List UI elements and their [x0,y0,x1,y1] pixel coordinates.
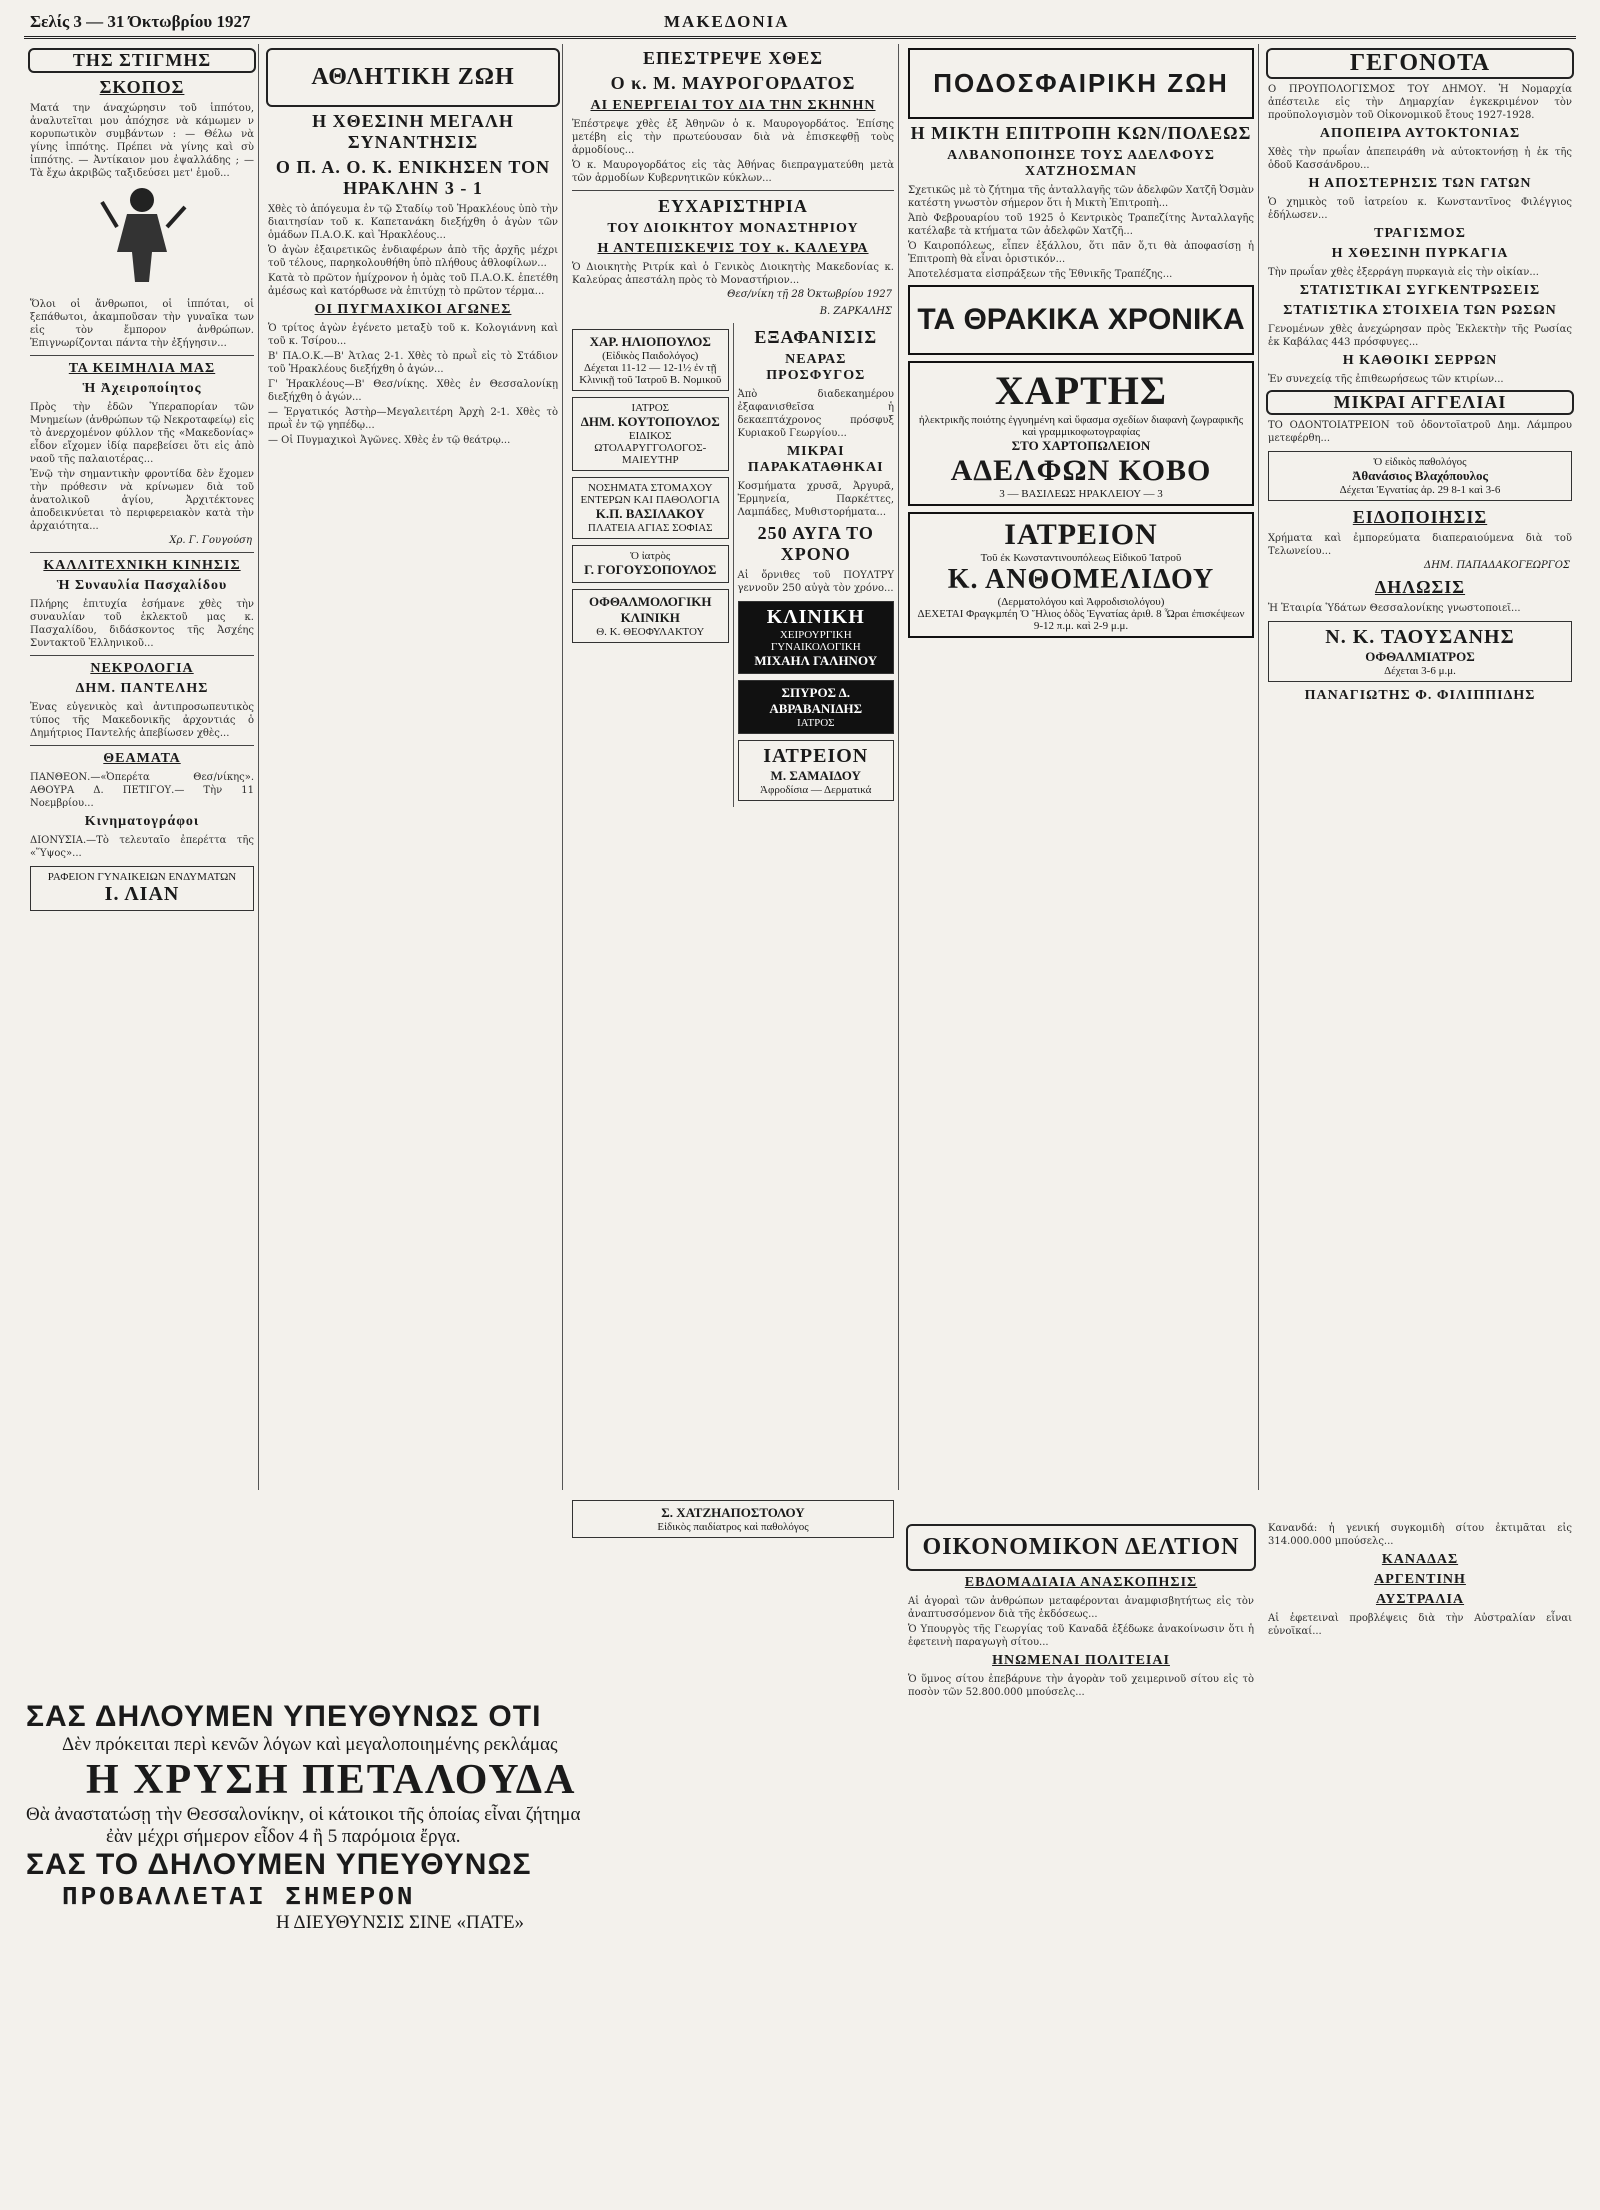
apopeira-text: Χθὲς τὴν πρωΐαν ἀπεπειράθη νὰ αὐτοκτονήσῃ ἡ ἐκ τῆς ὁδοῦ Κασσάνδρου... [1268,147,1572,171]
energeiai-subheading: ΑΙ ΕΝΕΡΓΕΙΑΙ ΤΟΥ ΔΙΑ ΤΗΝ ΣΚΗΝΗΝ [590,98,876,113]
serron-heading: Η ΚΑΘΟΙΚΙ ΣΕΡΡΩΝ [1342,353,1498,368]
gegonota-box: ΓΕΓΟΝΟΤΑ [1266,48,1574,79]
kinimatografoi-text: ΔΙΟΝΥΣΙΑ.—Τὸ τελευταῖο ἐπερέττα τῆς «Ὕψος»... [30,835,254,859]
chartis-title: ΧΑΡΤΗΣ [994,368,1168,413]
parakatathikai-text: Κοσμήματα χρυσᾶ, Ἀργυρᾶ, Ἐρμηνεία, Παρκέττες, Λαμπάδες, Μυθιστορήματα... [737,481,894,518]
afstralia-text: Αἱ ἐφετειναὶ προβλέψεις διὰ τὴν Αὐστραλίαν εἶναι εὐνοϊκαί... [1268,1613,1572,1637]
eyxaristiria-signature: Β. ΖΑΡΚΑΛΗΣ [819,306,892,317]
pyrkagia-text: Τὴν πρωΐαν χθὲς ἐξερράγη πυρκαγιὰ εἰς τὴν οἰκίαν... [1268,267,1539,278]
koutopoulos-ad [572,397,729,471]
cinema-ad [26,1700,636,2160]
heliopoulos-hours: Δέχεται 11-12 — 12-1½ ἐν τῇ Κλινικῇ τοῦ Ἰατροῦ Β. Νομικοῦ [579,362,722,386]
samaidou-ad [738,740,895,801]
pygmaxikoi-heading: ΟΙ ΠΥΓΜΑΧΙΚΟΙ ΑΓΩΝΕΣ [314,302,512,317]
galinou-clinic-title: ΚΛΙΝΙΚΗ [766,606,865,628]
anthomelidou-title: ΙΑΤΡΕΙΟΝ [1004,518,1158,551]
keimilia-subheading: Ἡ Ἀχειροποίητος [82,381,202,396]
match-text-7: — Οἱ Πυγμαχικοὶ Ἀγῶνες. Χθὲς ἐν τῷ θεάτρῳ... [268,435,511,446]
inomenai-politeiai-text: Ὁ ὕμνος σίτου ἐπεβάρυνε τὴν ἀγορὰν τοῦ χειμερινοῦ σίτου εἰς τὸ ποσὸν τῶν 52.800.000 μπούσελς... [908,1674,1254,1698]
apopeira-heading: ΑΠΟΠΕΙΡΑ ΑΥΤΟΚΤΟΝΙΑΣ [1319,126,1521,141]
vlachopoulos-hours: Δέχεται Ἐγνατίας ἀρ. 29 8-1 καὶ 3-6 [1339,484,1501,496]
cinema-ad-line-6: ΣΑΣ ΤΟ ΔΗΛΟΥΜΕΝ ΥΠΕΥΘΥΝΩΣ [26,1848,532,1881]
kanadas-summary-text: Κανανδά: ἡ γενική συγκομιδὴ σίτου ἐκτιμᾶται εἰς 314.000.000 μπούσελς... [1268,1523,1572,1547]
chartis-shop-name: ΑΔΕΛΦΩΝ ΚΟΒΟ [950,454,1212,487]
mikti-text-2: Ἀπὸ Φεβρουαρίου τοῦ 1925 ὁ Κεντρικὸς Τραπεζίτης Ἀνταλλαγῆς κατέλαβε τὰ κτήματα τῶν ἀδελφῶν Χατζῆ... [908,213,1254,237]
mikti-text-3: Ὁ Καιροπόλεως, εἶπεν ἐξάλλου, ὅτι πᾶν ὅ,τι θὰ ἀποφασίσῃ ἡ Ἐπιτροπὴ θὰ εἶναι ὁριστικόν... [908,241,1254,265]
avravanidis-ad [738,680,895,734]
match-text-5: Γ' Ἡρακλέους—Β' Θεσ/νίκης. Χθὲς ἐν Θεσσαλονίκῃ διεξήχθη ὁ ἀγών... [268,379,558,403]
boxing-text: Ὁ τρίτος ἀγὼν ἐγένετο μεταξὺ τοῦ κ. Κολογιάννη καὶ τοῦ κ. Τσίρου... [268,323,558,347]
avravanidis-name: ΣΠΥΡΟΣ Δ. ΑΒΡΑΒΑΝΙΔΗΣ [769,685,863,716]
kinimatografoi-heading: Κινηματογράφοι [84,814,200,829]
paper-title: ΜΑΚΕΔΟΝΙΑ [664,12,790,31]
koutopoulos-name: ΔΗΜ. ΚΟΥΤΟΠΟΥΛΟΣ [580,414,720,429]
vlachopoulos-ad [1268,451,1572,501]
vasilakou-specialty: ΝΟΣΗΜΑΤΑ ΣΤΟΜΑΧΟΥ ΕΝΤΕΡΩΝ ΚΑΙ ΠΑΘΟΛΟΓΙΑ [580,482,721,506]
column-2 [264,44,563,1490]
chatziapostolou-ad [572,1500,894,1538]
cinema-ad-line-7: ΠΡΟΒΑΛΛΕΤΑΙ ΣΗΜΕΡΟΝ [62,1882,416,1912]
mikti-text-4: Ἀποτελέσματα εἰσπράξεων τῆς Ἐθνικῆς Τραπέζης... [908,269,1173,280]
synantisis-heading: Η ΧΘΕΣΙΝΗ ΜΕΓΑΛΗ ΣΥΝΑΝΤΗΣΙΣ [312,111,514,152]
dioikitou-heading: ΤΟΥ ΔΙΟΙΚΗΤΟΥ ΜΟΝΑΣΤΗΡΙΟΥ [607,221,859,236]
nekrologia-subheading: ΔΗΜ. ΠΑΝΤΕΛΗΣ [75,681,209,696]
galinou-clinic-name: ΜΙΧΑΗΛ ΓΑΛΗΝΟΥ [754,653,878,668]
samaidou-title: ΙΑΤΡΕΙΟΝ [763,745,869,767]
anthomelidou-name: Κ. ΑΝΘΟΜΕΛΙΔΟΥ [947,564,1215,595]
kallitexniki-text: Πλήρης ἐπιτυχία ἐσήμανε χθὲς τὴν συναυλίαν τοῦ ἐκλεκτοῦ μας κ. Πασχαλίδου, διδάσκοντος τῆς Ἀσχέης Συντακτοῦ Ἑλληνικοῦ... [30,599,254,649]
eyxaristiria-date: Θεσ/νίκη τῇ 28 Ὀκτωβρίου 1927 [727,289,892,300]
keimilia-signature: Χρ. Γ. Γουγούση [169,535,252,546]
eidopoiisis-signature: ΔΗΜ. ΠΑΠΑΔΑΚΟΓΕΩΡΓΟΣ [1423,560,1570,571]
dilosis-text: Ἡ Ἑταιρία Ὑδάτων Θεσσαλονίκης γνωστοποιεῖ... [1268,603,1521,614]
samaidou-specialty: Ἀφροδίσια — Δερματικά [760,784,872,796]
kallitexniki-heading: ΚΑΛΛΙΤΕΧΝΙΚΗ ΚΙΝΗΣΙΣ [43,558,241,573]
afstralia-heading: ΑΥΣΤΡΑΛΙΑ [1375,1592,1465,1607]
inomenai-politeiai-heading: ΗΝΩΜΕΝΑΙ ΠΟΛΙΤΕΙΑΙ [992,1653,1170,1668]
rafeion-ad-name: Ι. ΛΙΑΝ [104,883,180,905]
chatziapostolou-specialty: Εἰδικὸς παιδίατρος καὶ παθολόγος [657,1521,809,1533]
gogousopoulos-label: Ὁ ἰατρὸς [630,550,671,562]
statistikai-heading: ΣΤΑΤΙΣΤΙΚΑΙ ΣΥΓΚΕΝΤΡΩΣΕΙΣ [1299,283,1541,298]
gogousopoulos-name: Γ. ΓΟΓΟΥΣΟΠΟΥΛΟΣ [584,562,717,577]
kanadas-heading: ΚΑΝΑΔΑΣ [1381,1552,1459,1567]
lower-column-3 [568,1494,898,2184]
eyxaristiria-text: Ὁ Διοικητὴς Ριτρίκ καὶ ὁ Γενικὸς Διοικητὴς Μακεδονίας κ. Καλεύρας ἀπεστάλη πρὸς τὸ Μοναστήριον... [572,262,894,286]
keimilia-text-1: Πρὸς τὴν ἐδῶν Ὑπεραπορίαν τῶν Μνημείων (ἀνθρώπων τῷ Νεκροταφείῳ) εἰς τὸ ἀνερχομένον φύλλον τῆς «Μακεδονίας» εἶδον εἴχομεν ἰδίᾳ παρεβείσει ὅτι εἰς ἀπὸ ναοῦ τῆς παλαιοτέρας... [30,402,254,465]
skopos-text-2: Ὅλοι οἱ ἄνθρωποι, οἱ ἱππόται, οἱ ξεπάθωτοι, ἀκαμποῦσαν τὴν γυναῖκα των εἰς τὸν ἔμπορον ἀνθρώπων. Ἐπιγνωρίζονται πάντα τὴν ἐξήγησιν... [30,299,254,349]
paok-heading: Ο Π. Α. Ο. Κ. ΕΝΙΚΗΣΕΝ ΤΟΝ ΗΡΑΚΛΗΝ 3 - 1 [275,157,551,198]
column-4 [904,44,1259,1490]
eidopoiisis-text: Χρήματα καὶ ἐμπορεύματα διαπεραιούμενα διὰ τοῦ Τελωνείου... [1268,533,1572,557]
kallitexniki-subheading: Ἡ Συναυλία Πασχαλίδου [56,578,228,593]
match-text-6: — Ἐργατικός Ἀστὴρ—Μεγαλειτέρη Ἀρχὴ 2-1. Χθὲς τὸ πρωῒ ἐν τῷ γηπέδῳ... [268,407,558,431]
match-text-1: Χθὲς τὸ ἀπόγευμα ἐν τῷ Σταδίῳ τοῦ Ἡρακλέους ὑπὸ τὴν διαιτησίαν τοῦ κ. Καπετανάκη διεξήχθη ὁ ἀγὼν τῶν ὁμάδων Π.Α.Ο.Κ. καὶ Ἡρακλέους... [268,204,558,241]
column-5 [1264,44,1576,1490]
column-1 [26,44,259,1490]
galinou-clinic-ad [738,601,895,674]
chartis-address: 3 — ΒΑΣΙΛΕΩΣ ΗΡΑΚΛΕΙΟΥ — 3 [999,488,1163,500]
cinema-ad-line-4: Θὰ ἀναστατώσῃ τὴν Θεσσαλονίκην, οἱ κάτοικοι τῆς ὁποίας εἶναι ζήτημα [26,1804,581,1825]
cinema-ad-line-1: ΣΑΣ ΔΗΛΟΥΜΕΝ ΥΠΕΥΘΥΝΩΣ ΟΤΙ [26,1700,542,1733]
theofylaktou-title: ΟΦΘΑΛΜΟΛΟΓΙΚΗ [589,594,712,609]
roson-heading: ΣΤΑΤΙΣΤΙΚΑ ΣΤΟΙΧΕΙΑ ΤΩΝ ΡΩΣΩΝ [1283,303,1557,318]
taousanis-specialty: ΟΦΘΑΛΜΙΑΤΡΟΣ [1365,649,1475,664]
theofylaktou-title-2: ΚΛΙΝΙΚΗ [620,610,680,625]
match-text-4: Β' ΠΑ.Ο.Κ.—Β' Ἀτλας 2-1. Χθὲς τὸ πρωῒ εἰς τὸ Στάδιον τοῦ Ἡρακλέους διεξήχθη ὁ ἀγών... [268,351,558,375]
epestrepse-text-1: Ἐπέστρεψε χθὲς ἐξ Ἀθηνῶν ὁ κ. Μαυρογορδάτος. Ἐπίσης μετέβη εἰς τὴν πρωτεύουσαν διὰ νὰ ἐπισκεφθῇ τοὺς ἁρμοδίους... [572,119,894,156]
vlachopoulos-name: Ἀθανάσιος Βλαχόπουλος [1351,468,1488,483]
figure-illustration [97,182,187,292]
mavrogordatos-heading: Ο κ. Μ. ΜΑΥΡΟΓΟΡΔΑΤΟΣ [610,73,856,93]
pyrkagia-heading: Η ΧΘΕΣΙΝΗ ΠΥΡΚΑΓΙΑ [1331,246,1509,261]
parakatathikai-heading: ΜΙΚΡΑΙ ΠΑΡΑΚΑΤΑΘΗΚΑΙ [747,444,884,475]
vlachopoulos-label: Ὁ εἰδικὸς παθολόγος [1373,456,1467,468]
cinema-ad-film-title: Η ΧΡΥΣΗ ΠΕΤΑΛΟΥΔΑ [86,1757,577,1803]
match-text-2: Ὁ ἀγὼν ἐξαιρετικῶς ἐνδιαφέρων ἀπὸ τῆς ἀρχῆς μέχρι τοῦ τέλους, παρηκολουθήθη ὑπὸ πλήθους ἀθλοφίλων... [268,245,558,269]
theamata-text: ΠΑΝΘΕΟΝ.—«Ὀπερέτα Θεσ/νίκης». ΑΘΟΥΡΑ Δ. ΠΕΤΙΓΟΥ.— Τὴν 11 Νοεμβρίου... [30,772,254,809]
rafeion-ad-title: ΡΑΦΕΙΟΝ ΓΥΝΑΙΚΕΙΩΝ ΕΝΔΥΜΑΤΩΝ [47,871,237,883]
odontoiatreion-text: ΤΟ ΟΔΟΝΤΟΙΑΤΡΕΙΟΝ τοῦ ὀδοντοϊατροῦ Δημ. Λάμπρου μετεφέρθη... [1268,420,1572,444]
athlitiki-zoi-box: ΑΘΛΗΤΙΚΗ ΖΩΗ [266,48,560,107]
cinema-ad-line-8: Η ΔΙΕΥΘΥΝΣΙΣ ΣΙΝΕ «ΠΑΤΕ» [276,1912,525,1933]
nekrologia-text: Ἐνας εὐγενικὸς καὶ ἀντιπροσωπευτικὸς τύπος τῆς Μακεδονικῆς ἀρχοντιάς ὁ Δημήτριος Παντελής ἀπεβίωσεν χθὲς... [30,702,254,739]
chartis-ad [908,361,1254,506]
argentini-heading: ΑΡΓΕΝΤΙΝΗ [1374,1572,1466,1587]
chartis-shop-label: ΣΤΟ ΧΑΡΤΟΠΩΛΕΙΟΝ [1011,438,1151,453]
gogousopoulos-ad [572,545,729,583]
taousanis-name: Ν. Κ. ΤΑΟΥΣΑΝΗΣ [1325,626,1515,648]
mikti-epitropi-heading: Η ΜΙΚΤΗ ΕΠΙΤΡΟΠΗ ΚΩΝ/ΠΟΛΕΩΣ [910,123,1252,143]
heliopoulos-specialty: (Εἰδικὸς Παιδολόγος) [602,350,699,362]
dilosis-heading: ΔΗΛΩΣΙΣ [1374,577,1466,597]
lower-column-5 [1264,1520,1576,2210]
thrakika-xronika-ad: ΤΑ ΘΡΑΚΙΚΑ ΧΡΟΝΙΚΑ [908,285,1254,355]
eidopoiisis-heading: ΕΙΔΟΠΟΙΗΣΙΣ [1352,507,1488,527]
cinema-ad-line-5: ἐὰν μέχρι σήμερον εἶδον 4 ἢ 5 παρόμοια ἔργα. [106,1826,461,1847]
filippidis-ad: ΠΑΝΑΓΙΩΤΗΣ Φ. ΦΙΛΙΠΠΙΔΗΣ [1304,688,1536,703]
chartis-desc: ἠλεκτρικῆς ποιότης ἐγγυημένη καὶ ὕφασμα σχεδίων διαφανὴ ζωγραφικῆς καὶ γραμμικοφωτογραφίας [918,414,1244,438]
samaidou-name: Μ. ΣΑΜΑΙΔΟΥ [770,768,861,783]
theofylaktou-name: Θ. Κ. ΘΕΟΦΥΛΑΚΤΟΥ [596,626,705,638]
page-date: Σελίς 3 — 31 Όκτωβρίου 1927 [30,12,251,31]
podosfairiki-zoi-banner: ΠΟΔΟΣΦΑΙΡΙΚΗ ΖΩΗ [908,48,1254,119]
skopos-heading: ΣΚΟΠΟΣ [99,77,185,97]
oikonomikon-text-1: Αἱ ἀγοραὶ τῶν ἀνθρώπων μεταφέρονται ἀναμφισβητήτως εἰς τὸν ἀναπτυσσόμενον διὰ τῆς ἐκδόσεως... [908,1596,1254,1620]
heliopoulos-ad [572,329,729,391]
gaton-text: Ὁ χημικὸς τοῦ ἰατρείου κ. Κωνσταντῖνος Φιλέγγιος ἐδήλωσεν... [1268,197,1572,221]
oikonomikon-text-2: Ὁ Υπουργὸς τῆς Γεωργίας τοῦ Καναδᾶ ἐξέδωκε ἀνακοίνωσιν ὅτι ἡ ἐφετεινὴ παραγωγὴ σίτου... [908,1624,1254,1648]
vasilakou-address: ΠΛΑΤΕΙΑ ΑΓΙΑΣ ΣΟΦΙΑΣ [587,522,713,534]
proypologismos-text: Ο ΠΡΟΥΠΟΛΟΓΙΣΜΟΣ ΤΟΥ ΔΗΜΟΥ. Ἡ Νομαρχία ἀπέστειλε εἰς τὴν Δημαρχίαν ἐγκεκριμένον τὸν προϋπολογισμὸν τοῦ Οἰκονομικοῦ ἔτους 1927-1928. [1268,84,1572,121]
koutopoulos-specialty: ΕΙΔΙΚΟΣ ΩΤΟΛΑΡΥΓΓΟΛΟΓΟΣ-ΜΑΙΕΥΤΗΡ [594,430,707,466]
vasilakou-ad [572,477,729,539]
exafanisis-heading: ΕΞΑΦΑΝΙΣΙΣ [754,327,878,347]
cinema-ad-line-2: Δὲν πρόκειται περὶ κενῶν λόγων καὶ μεγαλοποιημένης ρεκλάμας [62,1734,558,1755]
theamata-heading: ΘΕΑΜΑΤΑ [103,751,181,766]
anthomelidou-ad [908,512,1254,638]
taousanis-ad [1268,621,1572,682]
avga-heading: 250 ΑΥΓΑ ΤΟ ΧΡΟΝΟ [757,523,874,564]
koutopoulos-label: ΙΑΤΡΟΣ [631,402,670,414]
tis-stigmis-box: ΤΗΣ ΣΤΙΓΜΗΣ [28,48,256,73]
epestrepse-text-2: Ὁ κ. Μαυρογορδάτος εἰς τὰς Ἀθήνας διεπραγματεύθη μετὰ τῶν ἁρμοδίων Κυβερνητικῶν κύκλων... [572,160,894,184]
mikrai-aggeliai-box: ΜΙΚΡΑΙ ΑΓΓΕΛΙΑΙ [1266,390,1574,415]
lower-column-4 [904,1520,1258,2210]
tragismos-heading: ΤΡΑΓΙΣΜΟΣ [1374,226,1466,241]
chatziapostolou-name: Σ. ΧΑΤΖΗΑΠΟΣΤΟΛΟΥ [661,1505,805,1520]
vasilakou-name: Κ.Π. ΒΑΣΙΛΑΚΟΥ [595,506,705,521]
epestrepse-heading: ΕΠΕΣΤΡΕΨΕ ΧΘΕΣ [642,48,824,68]
theofylaktou-ad [572,589,729,643]
rafeion-ad [30,866,254,911]
skopos-text-1: Ματά την άναχώρησιν τοῦ ἱππότου, ἀναλυτεῖται μου ἀπόχησε νὰ κάμωμεν ν κορυπωτικὸν συμβάντων : — Θέλω νὰ γίνης ἱππότης. Πρέπει νὰ γίνης καὶ σὺ ἱππότης. — Ἀντίκαιον μου ἐψαλλάδης ; — Τὰ ἔχω ἀκριβῶς ταξιδεύσει μετ' ἐμοῦ... [30,103,254,179]
anaskopisis-heading: ΕΒΔΟΜΑΔΙΑΙΑ ΑΝΑΣΚΟΠΗΣΙΣ [964,1575,1198,1590]
gaton-heading: Η ΑΠΟΣΤΕΡΗΣΙΣ ΤΩΝ ΓΑΤΩΝ [1308,176,1532,191]
antepiskepsis-heading: Η ΑΝΤΕΠΙΣΚΕΨΙΣ ΤΟΥ κ. ΚΑΛΕΥΡΑ [597,241,869,256]
taousanis-hours: Δέχεται 3-6 μ.μ. [1384,665,1456,677]
nekrologia-heading: ΝΕΚΡΟΛΟΓΙΑ [90,661,194,676]
keimilia-text-2: Ἐνῷ τὴν σημαντικὴν φροντίδα δὲν ἔχομεν τὴν πρόθεσιν νὰ κρίνωμεν διὰ τοῦ ἀνατολικοῦ ἁγίου, Ἀρχιτέκτονες ἀποδεικνύεται τὸ περιφερειακὸν κατὰ τὴν ἀρχαιότητα... [30,469,254,532]
match-text-3: Κατὰ τὸ πρῶτον ἡμίχρονον ἡ ὁμὰς τοῦ Π.Α.Ο.Κ. ἐπετέθη ἀμέσως καὶ κατόρθωσε νὰ ἐπιτύχῃ τὸ πρῶτον τέρμα... [268,273,558,297]
anthomelidou-subtitle: Τοῦ ἐκ Κωνσταντινουπόλεως Εἰδικοῦ Ἰατροῦ [980,552,1182,564]
masthead [24,10,1576,39]
roson-text: Γενομένων χθὲς ἀνεχώρησαν πρὸς Ἐκλεκτὴν τῆς Ρωσίας ἐκ Καβάλας 443 πρόσφυγες... [1268,324,1572,348]
oikonomikon-deltion-box: ΟΙΚΟΝΟΜΙΚΟΝ ΔΕΛΤΙΟΝ [906,1524,1256,1571]
anthomelidou-hours: ΔΕΧΕΤΑΙ Φραγκμπέη Ὁ Ἥλιος ὁδὸς Ἐγνατίας ἀριθ. 8 Ὧραι ἐπισκέψεων 9-12 π.μ. καὶ 2-9 μ.μ. [917,608,1245,632]
avravanidis-label: ΙΑΤΡΟΣ [796,717,835,729]
keimilia-heading: ΤΑ ΚΕΙΜΗΛΙΑ ΜΑΣ [68,361,216,376]
column-3 [568,44,899,1490]
heliopoulos-name: ΧΑΡ. ΗΛΙΟΠΟΥΛΟΣ [589,334,711,349]
exafanisis-text: Ἀπὸ διαδεκαημέρου ἐξαφανισθεῖσα ἡ δεκαεπτάχρονος πρόσφυξ Κυριακοῦ Γεωργίου... [737,389,894,439]
nearas-prosfygos-heading: ΝΕΑΡΑΣ ΠΡΟΣΦΥΓΟΣ [766,352,866,383]
serron-text: Ἐν συνεχείᾳ τῆς ἐπιθεωρήσεως τῶν κτιρίων... [1268,374,1504,385]
galinou-clinic-specialty: ΧΕΙΡΟΥΡΓΙΚΗ ΓΥΝΑΙΚΟΛΟΓΙΚΗ [770,629,861,653]
avga-text: Αἱ ὄρνιθες τοῦ ΠΟΥΛΤΡΥ γεννοῦν 250 αὐγὰ τὸν χρόνο... [737,570,894,594]
anthomelidou-specialty: (Δερματολόγου καὶ Ἀφροδισιολόγου) [997,596,1165,608]
mikti-text-1: Σχετικῶς μὲ τὸ ζήτημα τῆς ἀνταλλαγῆς τῶν ἀδελφῶν Χατζῆ Ὀσμὰν κατέστη γνωστὸν σήμερον ὅτι ἡ Μικτὴ Ἐπιτροπὴ... [908,185,1254,209]
eyxaristiria-heading: ΕΥΧΑΡΙΣΤΗΡΙΑ [658,196,808,216]
alvanopoiise-heading: ΑΛΒΑΝΟΠΟΙΗΣΕ ΤΟΥΣ ΑΔΕΛΦΟΥΣ ΧΑΤΖΗΟΣΜΑΝ [947,148,1215,179]
